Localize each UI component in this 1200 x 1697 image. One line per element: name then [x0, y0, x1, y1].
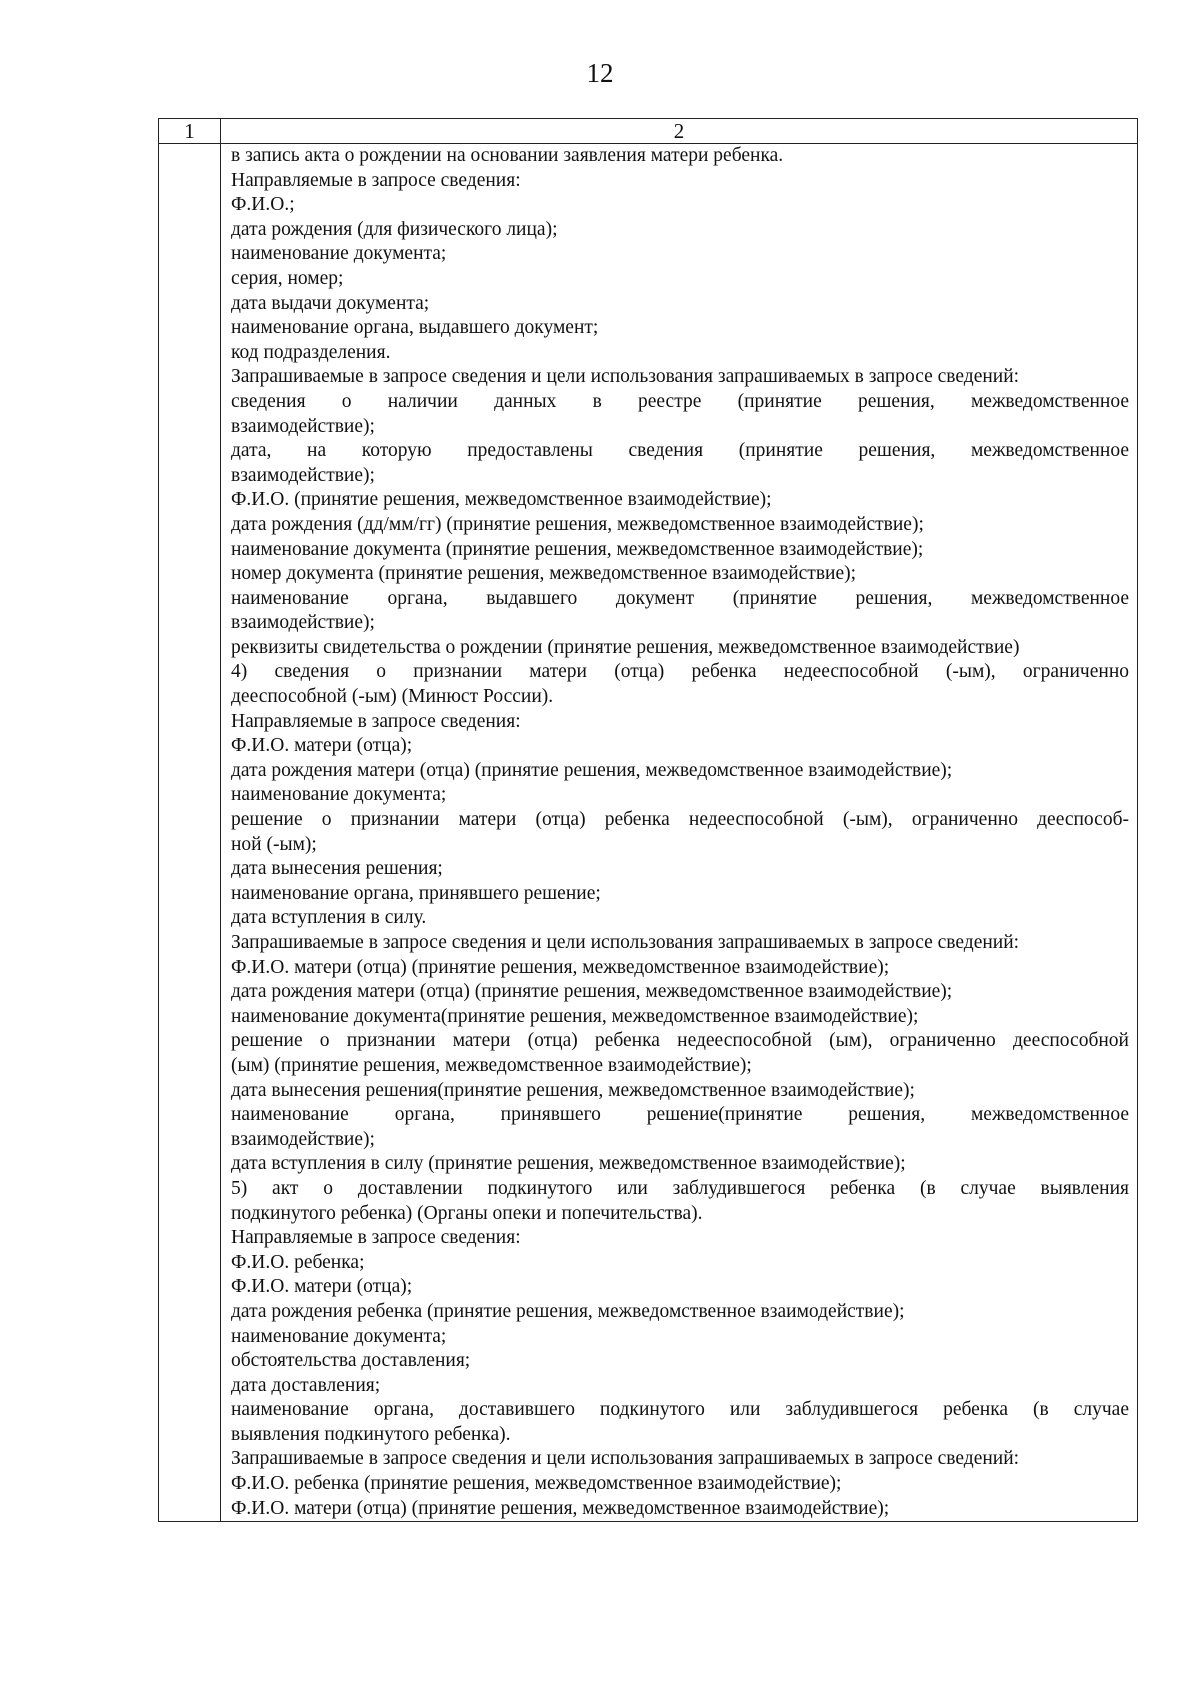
text-line: выявления подкинутого ребенка).	[231, 1423, 511, 1445]
text-line: Ф.И.О. матери (отца);	[231, 735, 413, 757]
text-line: дата выдачи документа;	[231, 292, 430, 314]
text-line: наименование документа (принятие решения, межведомственное взаимодействие);	[231, 538, 924, 560]
text-line: Ф.И.О. ребенка (принятие решения, межведомственное взаимодействие);	[231, 1473, 842, 1495]
text-line: дата вступления в силу.	[231, 907, 427, 929]
text-line: дата рождения матери (отца) (принятие решения, межведомственное взаимодействие);	[231, 759, 953, 781]
text-line: Запрашиваемые в запросе сведения и цели использования запрашиваемых в запросе сведений:	[231, 1448, 1020, 1470]
text-line: решение о признании матери (отца) ребенка недееспособной (ым), ограниченно дееспособной	[231, 1030, 1129, 1052]
text-line: реквизиты свидетельства о рождении (принятие решения, межведомственное взаимодействие)	[231, 636, 1020, 658]
text-line: обстоятельства доставления;	[231, 1350, 471, 1372]
column-2-cell	[221, 144, 1138, 1522]
text-line: Ф.И.О. ребенка;	[231, 1251, 365, 1273]
table-row	[159, 144, 1138, 1522]
text-line: номер документа (принятие решения, межведомственное взаимодействие);	[231, 563, 857, 585]
text-line: (ым) (принятие решения, межведомственное взаимодействие);	[231, 1054, 752, 1076]
text-line: сведения о наличии данных в реестре (принятие решения, межведомственное	[231, 390, 1129, 412]
text-line: Ф.И.О. матери (отца) (принятие решения, межведомственное взаимодействие);	[231, 1497, 890, 1519]
text-line: Запрашиваемые в запросе сведения и цели использования запрашиваемых в запросе сведений:	[231, 932, 1020, 953]
table-header-row	[159, 119, 1138, 144]
text-line: Запрашиваемые в запросе сведения и цели использования запрашиваемых в запросе сведений:	[231, 366, 1020, 388]
text-line: дата рождения (дд/мм/гг) (принятие решения, межведомственное взаимодействие);	[231, 513, 924, 535]
text-line: подкинутого ребенка) (Органы опеки и попечительства).	[231, 1202, 703, 1224]
text-line: наименование органа, выдавшего документ;	[231, 317, 599, 339]
text-line: наименование органа, доставившего подкинутого или заблудившегося ребенка (в случае	[231, 1399, 1129, 1421]
text-line: Направляемые в запросе сведения:	[231, 710, 521, 732]
text-line: наименование документа;	[231, 784, 447, 806]
text-line: наименование органа, выдавшего документ (принятие решения, межведомственное	[231, 587, 1129, 609]
text-line: 4) сведения о признании матери (отца) ребенка недееспособной (-ым), ограниченно	[231, 661, 1129, 683]
column-2-header: 2	[221, 119, 1138, 144]
text-line: серия, номер;	[231, 267, 344, 289]
text-line: дата рождения (для физического лица);	[231, 218, 558, 240]
text-line: взаимодействие);	[231, 415, 375, 437]
text-line: Ф.И.О. матери (отца);	[231, 1276, 413, 1298]
column-1-header: 1	[159, 119, 221, 144]
text-line: наименование документа(принятие решения, межведомственное взаимодействие);	[231, 1005, 919, 1027]
text-line: дата, на которую предоставлены сведения (принятие решения, межведомственное	[231, 440, 1129, 462]
text-line: дата вынесения решения;	[231, 858, 443, 880]
text-line: взаимодействие);	[231, 612, 375, 634]
text-line: Направляемые в запросе сведения:	[231, 169, 521, 191]
text-line: ной (-ым);	[231, 833, 317, 855]
text-line: Направляемые в запросе сведения:	[231, 1227, 521, 1249]
document-table	[158, 118, 1138, 1522]
page-number: 12	[586, 58, 614, 88]
text-line: дееспособной (-ым) (Минюст России).	[231, 686, 554, 708]
text-line: дата рождения ребенка (принятие решения, межведомственное взаимодействие);	[231, 1300, 905, 1322]
column-1-cell	[159, 144, 221, 1522]
text-line: Ф.И.О.;	[231, 194, 295, 216]
text-line: наименование органа, принявшего решение(принятие решения, межведомственное	[231, 1104, 1129, 1126]
text-line: Ф.И.О. матери (отца) (принятие решения, межведомственное взаимодействие);	[231, 956, 890, 978]
text-line: взаимодействие);	[231, 464, 375, 486]
text-line: наименование органа, принявшего решение;	[231, 882, 601, 904]
text-line: код подразделения.	[231, 341, 391, 363]
text-line: 5) акт о доставлении подкинутого или заблудившегося ребенка (в случае выявления	[231, 1177, 1129, 1199]
text-line: дата вступления в силу (принятие решения, межведомственное взаимодействие);	[231, 1153, 906, 1175]
text-line: наименование документа;	[231, 1325, 447, 1347]
text-line: дата вынесения решения(принятие решения, межведомственное взаимодействие);	[231, 1079, 915, 1101]
text-line: в запись акта о рождении на основании заявления матери ребенка.	[231, 145, 784, 166]
text-line: наименование документа;	[231, 243, 447, 265]
text-line: дата рождения матери (отца) (принятие решения, межведомственное взаимодействие);	[231, 981, 953, 1003]
text-line: решение о признании матери (отца) ребенка недееспособной (-ым), ограниченно дееспособ-	[231, 809, 1129, 831]
text-line: Ф.И.О. (принятие решения, межведомственное взаимодействие);	[231, 489, 772, 511]
text-line: взаимодействие);	[231, 1128, 375, 1150]
text-line: дата доставления;	[231, 1374, 381, 1396]
